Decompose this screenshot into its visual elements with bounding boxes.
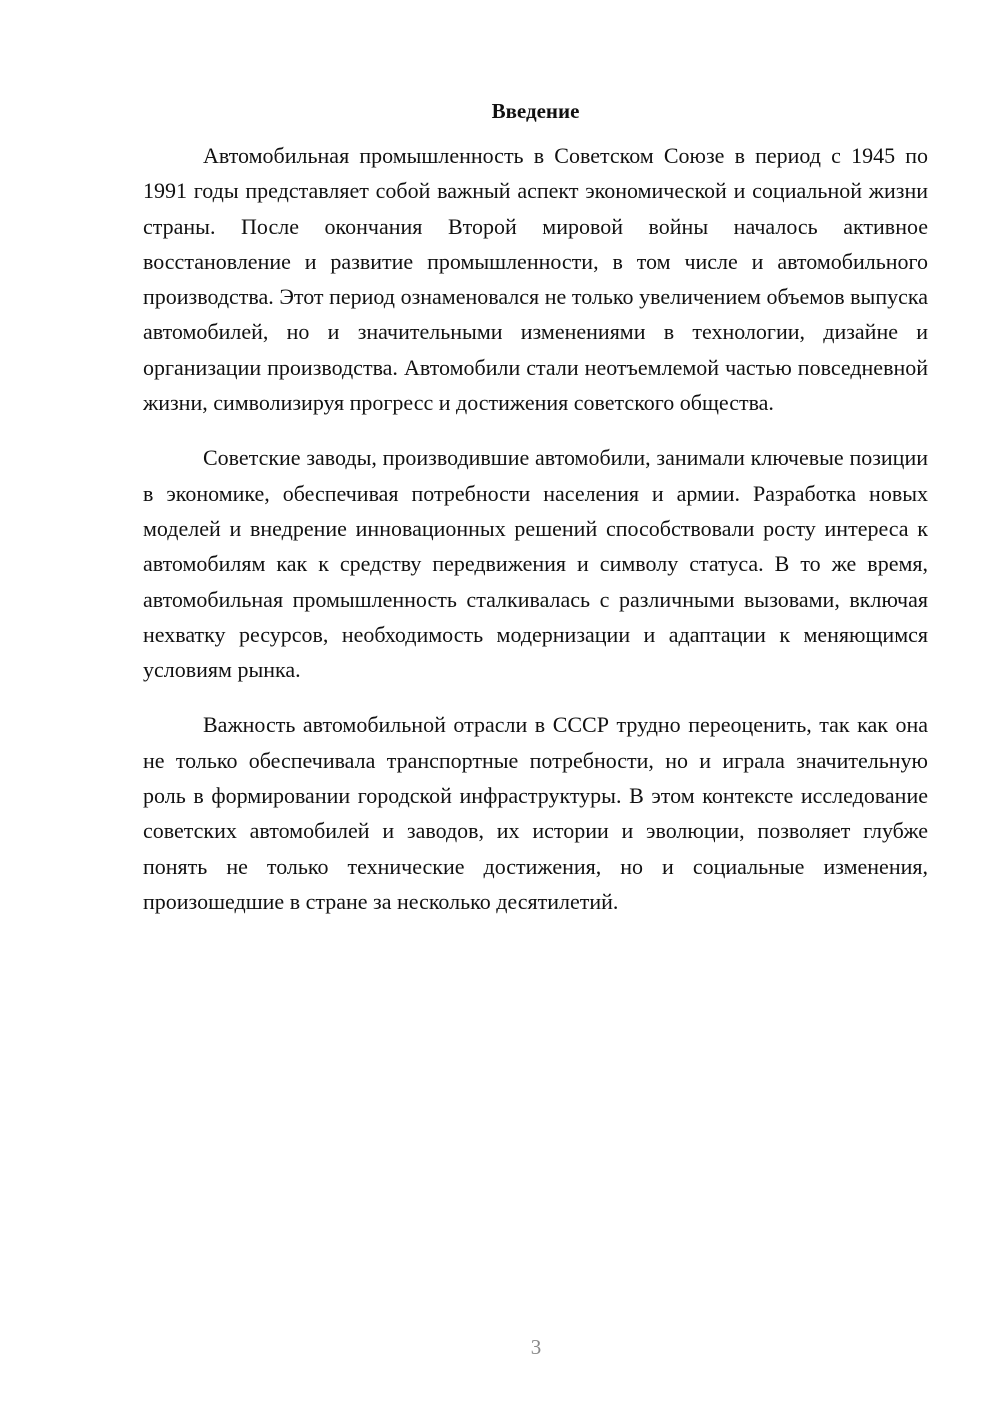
paragraph-3: Важность автомобильной отрасли в СССР трудно переоценить, так как она не только обеспечивала транспортные потребности, но и играла значительную роль в формировании городской инфраструктуры. В этом контексте исследование советских автомобилей и заводов, их истории и эволюции, позволяет глубже понять не только технические достижения, но и социальные изменения, произошедшие в стране за несколько десятилетий. bbox=[143, 712, 928, 914]
paragraph-2: Советские заводы, производившие автомобили, занимали ключевые позиции в экономике, обеспечивая потребности населения и армии. Разработка новых моделей и внедрение инновационных решений способствовали росту интереса к автомобилям как к средству передвижения и символу статуса. В то же время, автомобильная промышленность сталкивалась с различными вызовами, включая нехватку ресурсов, необходимость модернизации и адаптации к меняющимся условиям рынка. bbox=[143, 445, 928, 683]
section-heading: Введение bbox=[491, 99, 580, 123]
page-number: 3 bbox=[530, 1335, 542, 1359]
page-content bbox=[143, 96, 928, 939]
paragraph-1: Автомобильная промышленность в Советском Союзе в период с 1945 по 1991 годы представляет собой важный аспект экономической и социальной жизни страны. После окончания Второй мировой войны началось активное восстановление и развитие промышленности, в том числе и автомобильного производства. Этот период ознаменовался не только увеличением объемов выпуска автомобилей, но и значительными изменениями в технологии, дизайне и организации производства. Автомобили стали неотъемлемой частью повседневной жизни, символизируя прогресс и достижения советского общества. bbox=[143, 143, 928, 416]
